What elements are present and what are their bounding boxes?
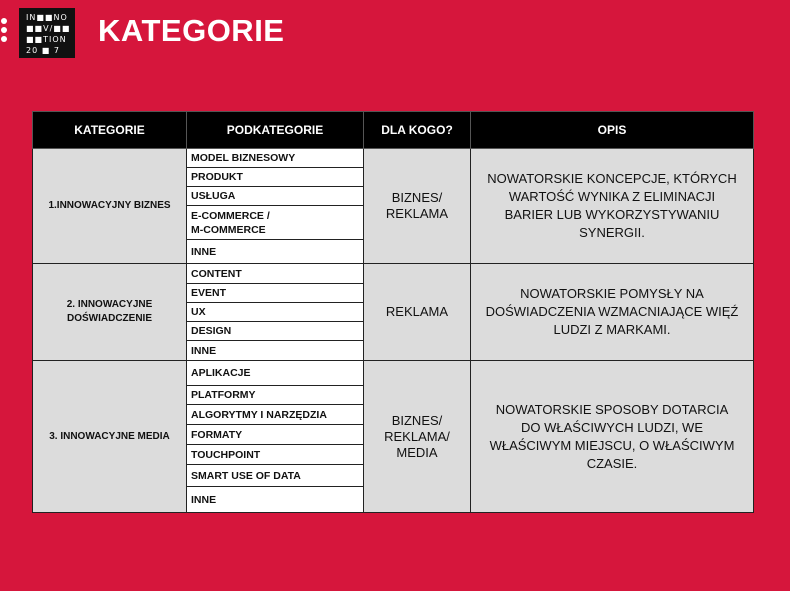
subcategory-cell: PLATFORMY [187, 386, 364, 405]
category-cell: 2. INNOWACYJNE DOŚWIADCZENIE [33, 264, 187, 361]
subcategory-cell: ALGORYTMY I NARZĘDZIA [187, 405, 364, 425]
subcategory-cell: PRODUKT [187, 168, 364, 187]
table-body [33, 149, 754, 513]
subcategory-cell: MODEL BIZNESOWY [187, 149, 364, 168]
subcategory-cell: TOUCHPOINT [187, 445, 364, 465]
logo-line: IN■■NO [26, 13, 68, 22]
subcategory-cell: INNE [187, 240, 364, 264]
description-cell: NOWATORSKIE SPOSOBY DOTARCIA DO WŁAŚCIWYCH LUDZI, WE WŁAŚCIWYM MIEJSCU, O WŁAŚCIWYM CZASIE. [471, 361, 754, 513]
header-audience: DLA KOGO? [364, 112, 471, 149]
subcategory-cell: APLIKACJE [187, 361, 364, 386]
categories-table [32, 111, 754, 513]
audience-cell: BIZNES/ REKLAMA [364, 149, 471, 264]
description-cell: NOWATORSKIE POMYSŁY NA DOŚWIADCZENIA WZMACNIAJĄCE WIĘŹ LUDZI Z MARKAMI. [471, 264, 754, 361]
table-header-row [33, 112, 754, 149]
logo-line: ■■TION [26, 35, 67, 44]
header-category: KATEGORIE [33, 112, 187, 149]
description-cell: NOWATORSKIE KONCEPCJE, KTÓRYCH WARTOŚĆ WYNIKA Z ELIMINACJI BARIER LUB WYKORZYSTYWANIU SYNERGII. [471, 149, 754, 264]
dots-icon [0, 18, 10, 45]
subcategory-cell: USŁUGA [187, 187, 364, 206]
audience-cell: REKLAMA [364, 264, 471, 361]
subcategory-cell: CONTENT [187, 264, 364, 284]
category-cell: 3. INNOWACYJNE MEDIA [33, 361, 187, 513]
subcategory-cell: INNE [187, 341, 364, 361]
table-row [33, 264, 754, 284]
logo-line: 20 ■ 7 [26, 46, 60, 55]
page-title: KATEGORIE [98, 13, 285, 48]
category-cell: 1.INNOWACYJNY BIZNES [33, 149, 187, 264]
header-description: OPIS [471, 112, 754, 149]
header-subcategory: PODKATEGORIE [187, 112, 364, 149]
subcategory-cell: EVENT [187, 284, 364, 303]
subcategory-cell: UX [187, 303, 364, 322]
logo [19, 8, 75, 58]
audience-cell: BIZNES/ REKLAMA/ MEDIA [364, 361, 471, 513]
subcategory-cell: SMART USE OF DATA [187, 465, 364, 487]
logo-line: ■■V/■■ [26, 24, 71, 33]
subcategory-cell: DESIGN [187, 322, 364, 341]
subcategory-cell: INNE [187, 487, 364, 513]
subcategory-cell: E-COMMERCE / M-COMMERCE [187, 206, 364, 240]
subcategory-cell: FORMATY [187, 425, 364, 445]
table-row [33, 149, 754, 168]
table-row [33, 361, 754, 386]
